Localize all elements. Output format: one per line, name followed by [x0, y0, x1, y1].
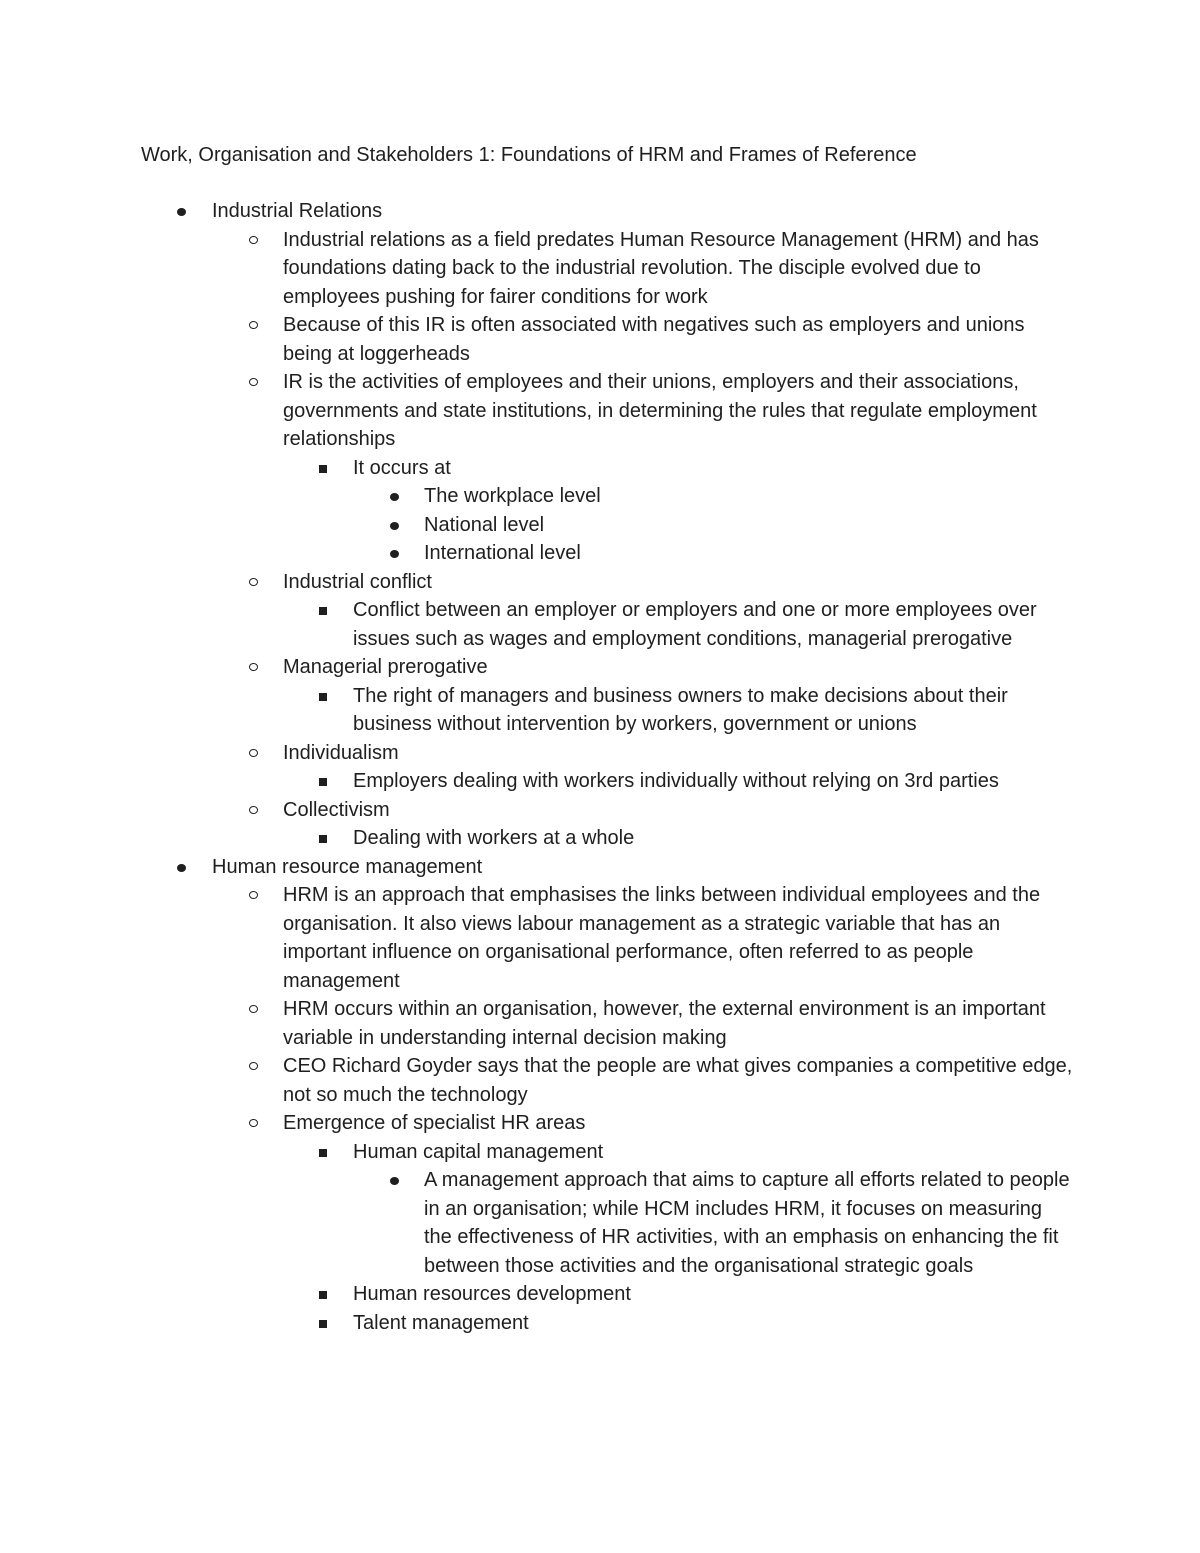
- list-item: [353, 682, 1073, 739]
- filled-square-icon: [319, 693, 327, 701]
- list-item-text: Human resources development: [353, 1283, 631, 1305]
- list-item-text: CEO Richard Goyder says that the people are what gives companies a competitive edge, not so much the technology: [283, 1055, 1073, 1106]
- document-title: Work, Organisation and Stakeholders 1: Foundations of HRM and Frames of Reference: [141, 144, 917, 166]
- list-item-text: Managerial prerogative: [283, 656, 488, 678]
- list-item: [424, 511, 1074, 540]
- list-item: [353, 596, 1073, 653]
- hollow-circle-icon: [249, 236, 258, 244]
- list-item: [283, 995, 1073, 1052]
- filled-square-icon: [319, 1291, 327, 1299]
- list-item-text: Human capital management: [353, 1140, 604, 1163]
- list-item-text: IR is the activities of employees and their unions, employers and their associations, governments and state institutions, in determining the rules that regulate employment relationships: [283, 371, 1037, 450]
- hollow-circle-icon: [249, 1119, 258, 1127]
- list-item: [283, 226, 1073, 312]
- list-item-text: HRM occurs within an organisation, however, the external environment is an important variable in understanding internal decision making: [283, 998, 1046, 1049]
- list-item: [424, 1166, 1074, 1280]
- list-item: [212, 197, 1072, 226]
- filled-disc-icon: [390, 550, 399, 558]
- list-item: [283, 1109, 1073, 1138]
- list-item: [283, 796, 1073, 825]
- list-item-text: Individualism: [283, 741, 399, 764]
- hollow-circle-icon: [249, 578, 258, 586]
- hollow-circle-icon: [249, 663, 258, 671]
- filled-square-icon: [319, 607, 327, 615]
- list-item-text: Talent management: [353, 1311, 529, 1334]
- list-item: [353, 767, 1073, 796]
- list-item: [353, 454, 1073, 483]
- list-item: [212, 853, 1072, 882]
- list-item-text: Industrial conflict: [283, 570, 432, 593]
- list-item: [283, 368, 1073, 454]
- list-item: [353, 1309, 1073, 1338]
- list-item: [283, 653, 1073, 682]
- filled-square-icon: [319, 835, 327, 843]
- list-item: [283, 1052, 1073, 1109]
- hollow-circle-icon: [249, 1062, 258, 1070]
- list-item-text: Because of this IR is often associated with negatives such as employers and unions being at loggerheads: [283, 314, 1025, 365]
- filled-disc-icon: [177, 864, 186, 872]
- hollow-circle-icon: [249, 749, 258, 757]
- list-item: [424, 482, 1074, 511]
- bullet-outline: [0, 197, 1200, 1337]
- list-item-text: International level: [424, 542, 581, 564]
- filled-square-icon: [319, 1149, 327, 1157]
- filled-disc-icon: [390, 1177, 399, 1185]
- hollow-circle-icon: [249, 1005, 258, 1013]
- filled-disc-icon: [390, 493, 399, 501]
- list-item: [353, 824, 1073, 853]
- list-item: [283, 739, 1073, 768]
- hollow-circle-icon: [249, 321, 258, 329]
- list-item-text: Industrial Relations: [212, 200, 383, 222]
- list-item: [353, 1280, 1073, 1309]
- list-item-text: It occurs at: [353, 456, 451, 479]
- list-item: [424, 539, 1074, 568]
- list-item: [283, 881, 1073, 995]
- list-item: [283, 311, 1073, 368]
- list-item-text: Collectivism: [283, 798, 390, 821]
- list-item-text: The right of managers and business owners to make decisions about their business without intervention by workers, government or unions: [353, 684, 1008, 735]
- filled-square-icon: [319, 1320, 327, 1328]
- list-item-text: Employers dealing with workers individually without relying on 3rd parties: [353, 770, 999, 792]
- filled-square-icon: [319, 778, 327, 786]
- list-item: [353, 1138, 1073, 1167]
- list-item-text: HRM is an approach that emphasises the links between individual employees and the organisation. It also views labour management as a strategic variable that has an important influence on organisational performance, often referred to as people management: [283, 884, 1041, 992]
- list-item-text: Conflict between an employer or employers and one or more employees over issues such as wages and employment conditions, managerial prerogative: [353, 599, 1037, 650]
- list-item: [283, 568, 1073, 597]
- list-item-text: Emergence of specialist HR areas: [283, 1112, 586, 1134]
- hollow-circle-icon: [249, 806, 258, 814]
- hollow-circle-icon: [249, 378, 258, 386]
- list-item-text: The workplace level: [424, 485, 601, 507]
- list-item-text: National level: [424, 513, 545, 536]
- filled-disc-icon: [177, 208, 186, 216]
- hollow-circle-icon: [249, 891, 258, 899]
- filled-disc-icon: [390, 522, 399, 530]
- list-item-text: A management approach that aims to capture all efforts related to people in an organisation; while HCM includes HRM, it focuses on measuring the effectiveness of HR activities, with an emphasis on enhancing the fit between those activities and the organisational strategic goals: [424, 1169, 1070, 1277]
- filled-square-icon: [319, 465, 327, 473]
- list-item-text: Dealing with workers at a whole: [353, 827, 635, 849]
- list-item-text: Human resource management: [212, 855, 483, 878]
- list-item-text: Industrial relations as a field predates Human Resource Management (HRM) and has foundations dating back to the industrial revolution. The disciple evolved due to employees pushing for fairer conditions for work: [283, 228, 1039, 308]
